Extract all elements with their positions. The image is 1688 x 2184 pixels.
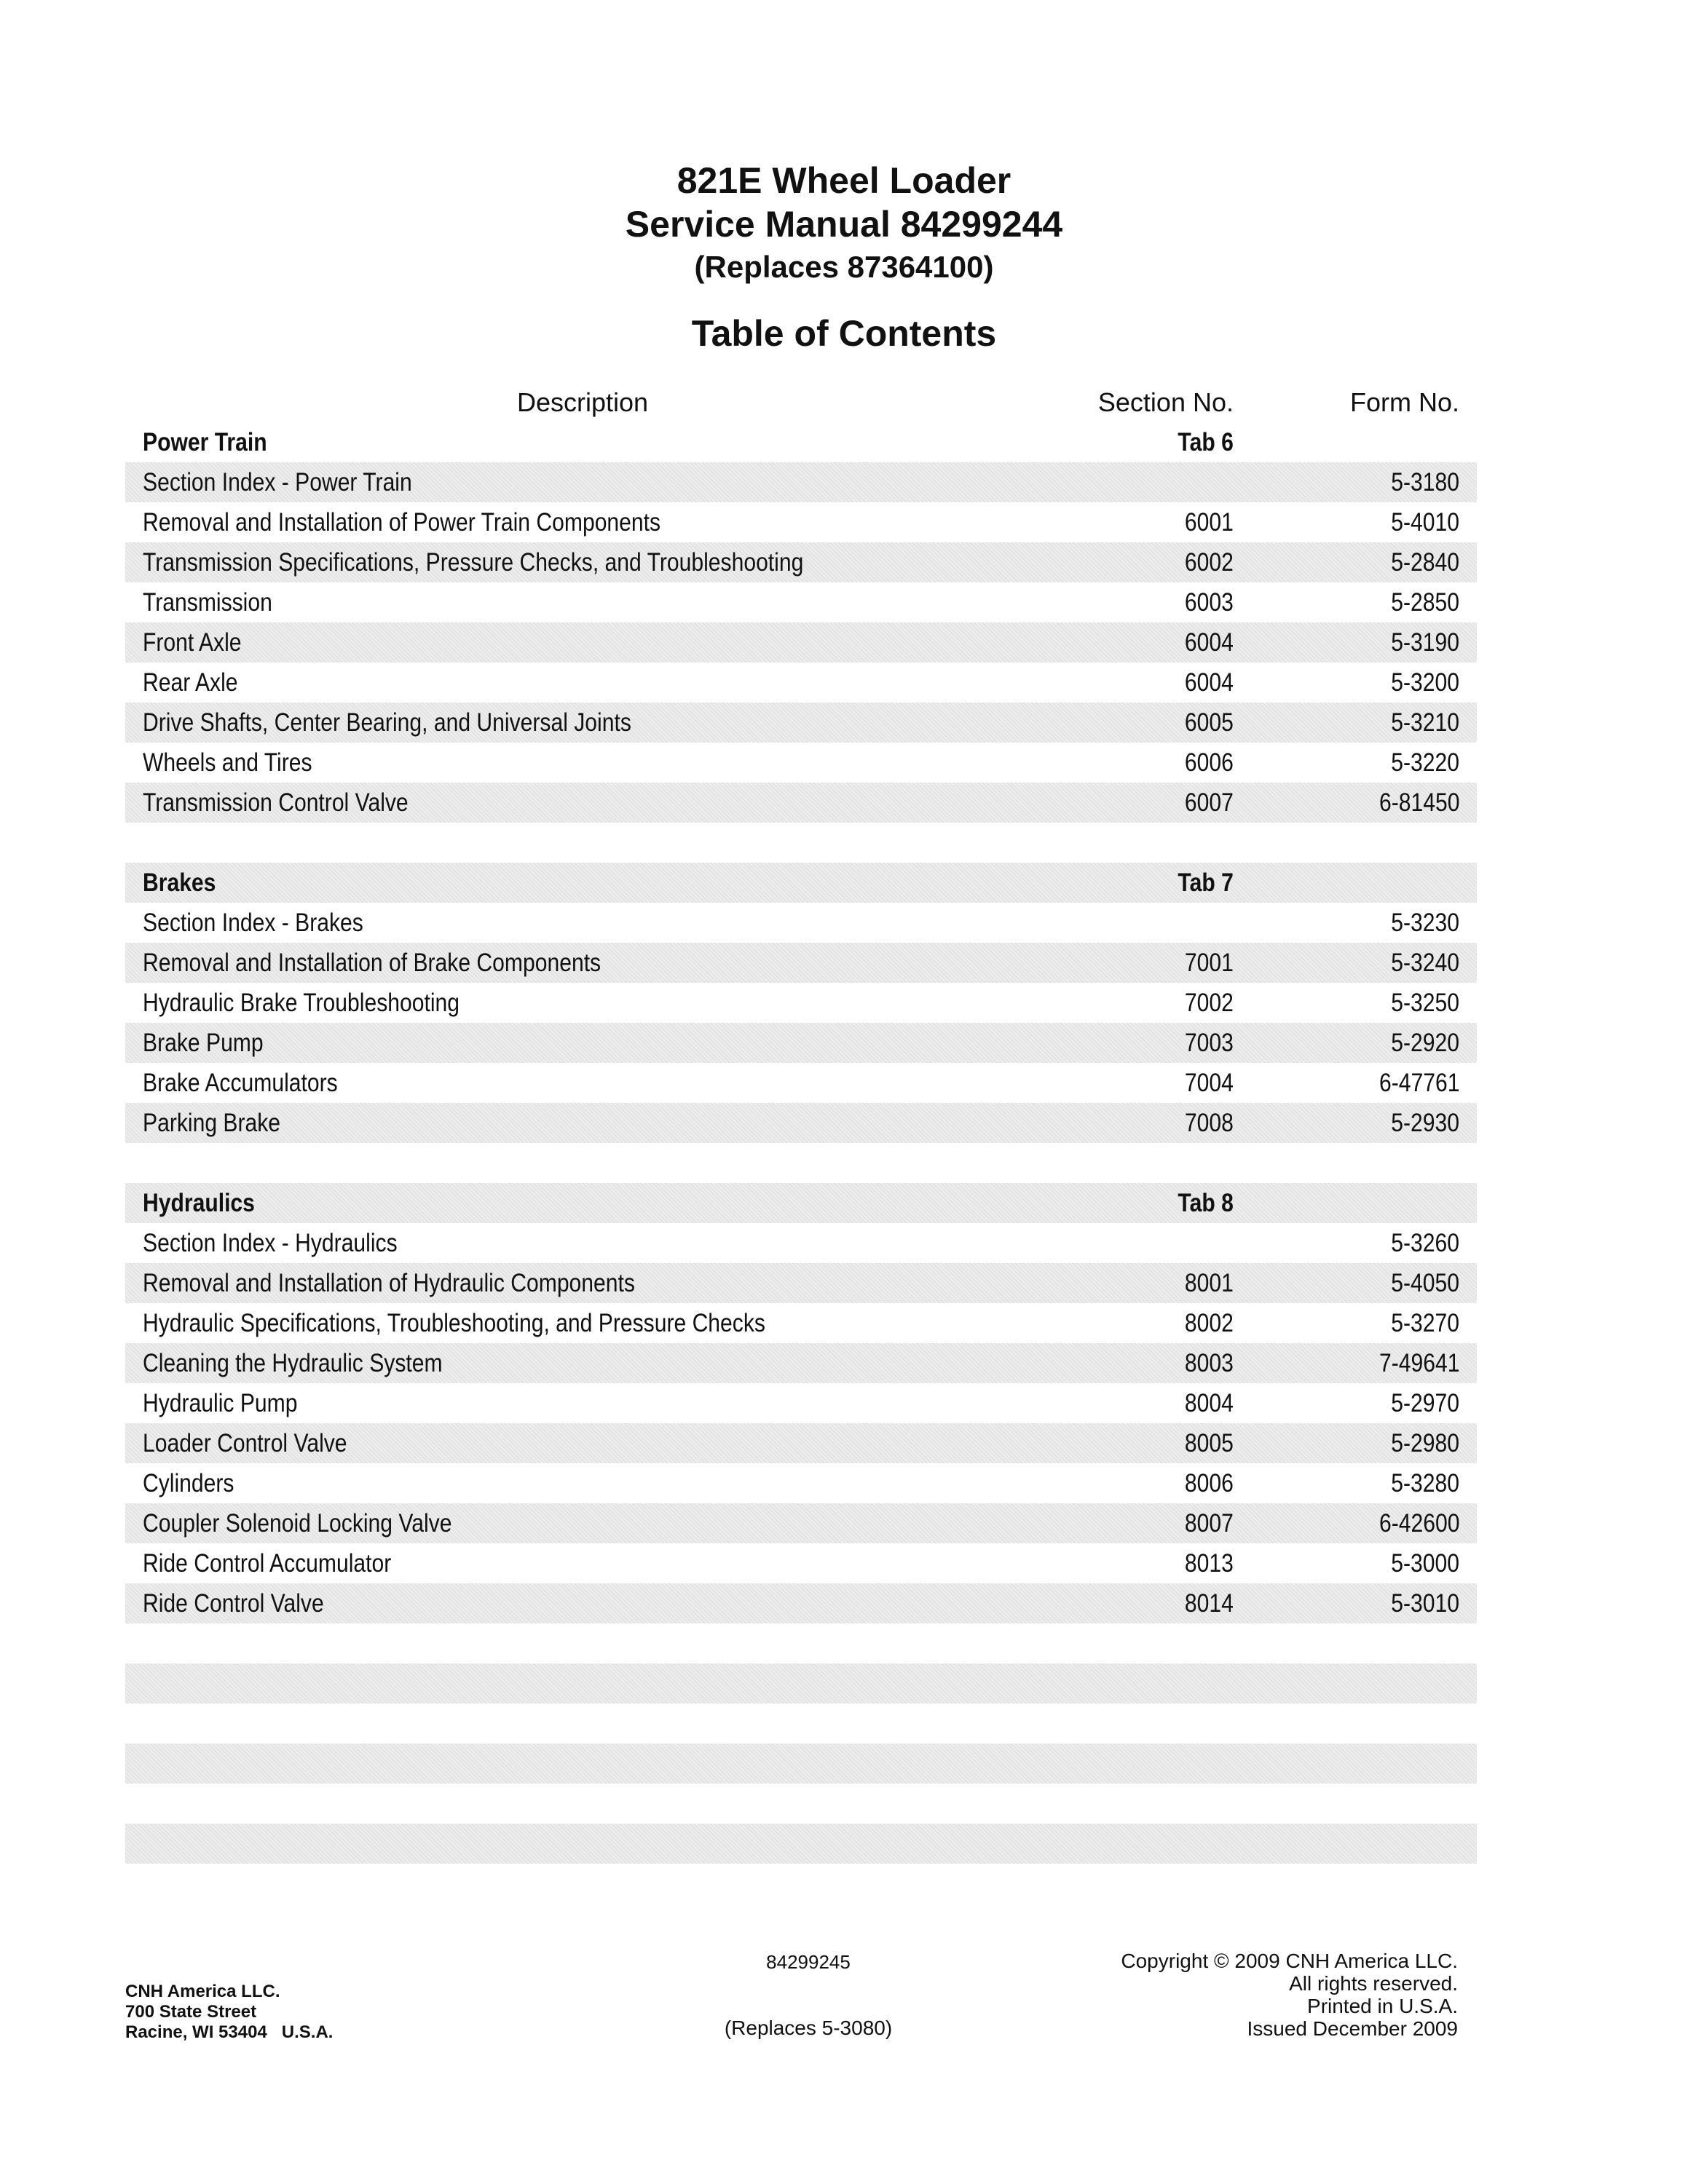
toc-description: Ride Control Valve [143,1589,324,1618]
toc-row [125,1303,1477,1343]
toc-form-number: 5-3270 [1391,1309,1459,1337]
toc-description: Brakes [143,869,216,897]
toc-description: Ride Control Accumulator [143,1549,392,1578]
toc-blank-row [125,1623,1477,1663]
column-header-form-no: Form No. [1349,387,1459,417]
printed-line: Printed in U.S.A. [1307,1995,1458,2017]
toc-section-number: 6003 [1185,588,1234,617]
toc-section-number: 7004 [1185,1069,1234,1097]
toc-form-number: 6-42600 [1379,1509,1459,1538]
toc-row [125,1023,1477,1063]
toc-form-number: 5-3190 [1391,628,1459,657]
toc-section-number: 8007 [1185,1509,1234,1538]
toc-description: Hydraulic Specifications, Troubleshooting, and Pressure Checks [143,1309,765,1337]
toc-form-number: 5-2980 [1391,1429,1459,1457]
toc-row [125,582,1477,622]
toc-blank-row [125,823,1477,863]
toc-form-number: 5-3260 [1391,1229,1459,1257]
toc-row [125,502,1477,542]
toc-description: Cylinders [143,1469,234,1497]
toc-row [125,743,1477,783]
toc-description: Drive Shafts, Center Bearing, and Universal Joints [143,708,631,737]
toc-section-number: 8004 [1185,1389,1234,1417]
toc-description: Hydraulic Pump [143,1389,298,1417]
toc-form-number: 6-47761 [1379,1069,1459,1097]
toc-row [125,1543,1477,1583]
toc-section-heading [125,863,1477,903]
toc-section-number: 6001 [1185,508,1234,537]
toc-section-number: Tab 8 [1178,1189,1234,1217]
toc-row [125,662,1477,703]
copyright-line: Copyright © 2009 CNH America LLC. [1121,1950,1458,1972]
toc-blank-row [125,1704,1477,1744]
toc-description: Section Index - Hydraulics [143,1229,398,1257]
toc-row [125,1223,1477,1263]
publisher-city: Racine, WI 53404 U.S.A. [125,2022,334,2042]
title-replaces: (Replaces 87364100) [694,250,994,284]
toc-form-number: 6-81450 [1379,788,1459,817]
toc-description: Hydraulics [143,1189,255,1217]
toc-section-number: 6007 [1185,788,1234,817]
toc-description: Loader Control Valve [143,1429,347,1457]
publisher-address [125,1982,333,2043]
toc-row [125,1423,1477,1463]
toc-form-number: 5-2920 [1391,1029,1459,1057]
toc-row [125,783,1477,823]
toc-row [125,1583,1477,1623]
toc-description: Section Index - Brakes [143,909,363,937]
toc-blank-row [125,1143,1477,1183]
toc-section-number: 8006 [1185,1469,1234,1497]
toc-section-heading [125,422,1477,462]
toc-form-number: 5-2930 [1391,1109,1459,1137]
toc-form-number: 5-3010 [1391,1589,1459,1618]
toc-row [125,1503,1477,1543]
toc-blank-row [125,1784,1477,1824]
toc-section-number: 7008 [1185,1109,1234,1137]
toc-form-number: 5-3230 [1391,909,1459,937]
toc-form-number: 5-3200 [1391,668,1459,697]
toc-description: Transmission Control Valve [143,788,409,817]
toc-blank-row [125,1744,1477,1784]
toc-form-number: 5-3210 [1391,708,1459,737]
toc-section-number: 6006 [1185,748,1234,777]
toc-form-number: 5-3180 [1391,468,1459,496]
title-model: 821E Wheel Loader [677,160,1011,201]
toc-heading: Table of Contents [691,313,997,354]
toc-section-number: Tab 7 [1178,869,1234,897]
toc-section-number: 6004 [1185,628,1234,657]
document-title [0,159,1688,288]
toc-section-number: Tab 6 [1178,428,1234,456]
toc-section-number: 8002 [1185,1309,1234,1337]
toc-form-number: 5-3280 [1391,1469,1459,1497]
toc-row [125,703,1477,743]
publisher-street: 700 State Street [125,2002,257,2022]
toc-form-number: 5-2840 [1391,548,1459,577]
toc-section-number: 7002 [1185,989,1234,1017]
column-header-description: Description [517,387,649,417]
toc-description: Hydraulic Brake Troubleshooting [143,989,460,1017]
toc-description: Transmission [143,588,272,617]
toc-row [125,1063,1477,1103]
toc-description: Removal and Installation of Power Train Components [143,508,661,537]
toc-description: Removal and Installation of Hydraulic Components [143,1269,635,1297]
toc-section-number: 8003 [1185,1349,1234,1377]
toc-section-number: 8001 [1185,1269,1234,1297]
toc-description: Parking Brake [143,1109,281,1137]
toc-row [125,542,1477,582]
publisher-name: CNH America LLC. [125,1982,280,2001]
toc-form-number: 5-2850 [1391,588,1459,617]
toc-blank-row [125,1663,1477,1704]
toc-row [125,462,1477,502]
toc-description: Rear Axle [143,668,238,697]
copyright-block [1121,1950,1458,2040]
toc-table [125,422,1477,1864]
toc-description: Brake Pump [143,1029,264,1057]
toc-description: Coupler Solenoid Locking Valve [143,1509,452,1538]
toc-row [125,1343,1477,1383]
toc-form-number: 5-3220 [1391,748,1459,777]
toc-description: Transmission Specifications, Pressure Checks, and Troubleshooting [143,548,804,577]
toc-description: Removal and Installation of Brake Components [143,949,602,977]
toc-form-number: 5-3000 [1391,1549,1459,1578]
toc-row [125,943,1477,983]
toc-section-number: 6002 [1185,548,1234,577]
toc-description: Power Train [143,428,267,456]
toc-description: Brake Accumulators [143,1069,338,1097]
toc-row [125,1463,1477,1503]
toc-row [125,1103,1477,1143]
toc-description: Wheels and Tires [143,748,312,777]
toc-form-number: 5-2970 [1391,1389,1459,1417]
toc-section-number: 8005 [1185,1429,1234,1457]
column-header-section-no: Section No. [1097,387,1234,417]
column-headers [125,383,1477,421]
toc-form-number: 5-4010 [1391,508,1459,537]
toc-row [125,1263,1477,1303]
toc-section-number: 7001 [1185,949,1234,977]
toc-section-number: 7003 [1185,1029,1234,1057]
toc-blank-row [125,1824,1477,1864]
toc-row [125,622,1477,662]
toc-section-number: 6005 [1185,708,1234,737]
toc-row [125,983,1477,1023]
toc-row [125,903,1477,943]
toc-description: Front Axle [143,628,242,657]
toc-form-number: 7-49641 [1379,1349,1459,1377]
toc-row [125,1383,1477,1423]
toc-description: Section Index - Power Train [143,468,412,496]
toc-form-number: 5-3240 [1391,949,1459,977]
form-number: 84299245 [766,1951,851,1973]
rights-line: All rights reserved. [1289,1972,1458,1995]
toc-section-number: 8014 [1185,1589,1234,1618]
toc-section-number: 8013 [1185,1549,1234,1578]
replaces-form: (Replaces 5-3080) [724,2017,893,2039]
title-manual-number: Service Manual 84299244 [625,204,1063,245]
toc-description: Cleaning the Hydraulic System [143,1349,443,1377]
issued-line: Issued December 2009 [1247,2017,1458,2040]
toc-section-heading [125,1183,1477,1223]
toc-form-number: 5-4050 [1391,1269,1459,1297]
toc-section-number: 6004 [1185,668,1234,697]
toc-form-number: 5-3250 [1391,989,1459,1017]
